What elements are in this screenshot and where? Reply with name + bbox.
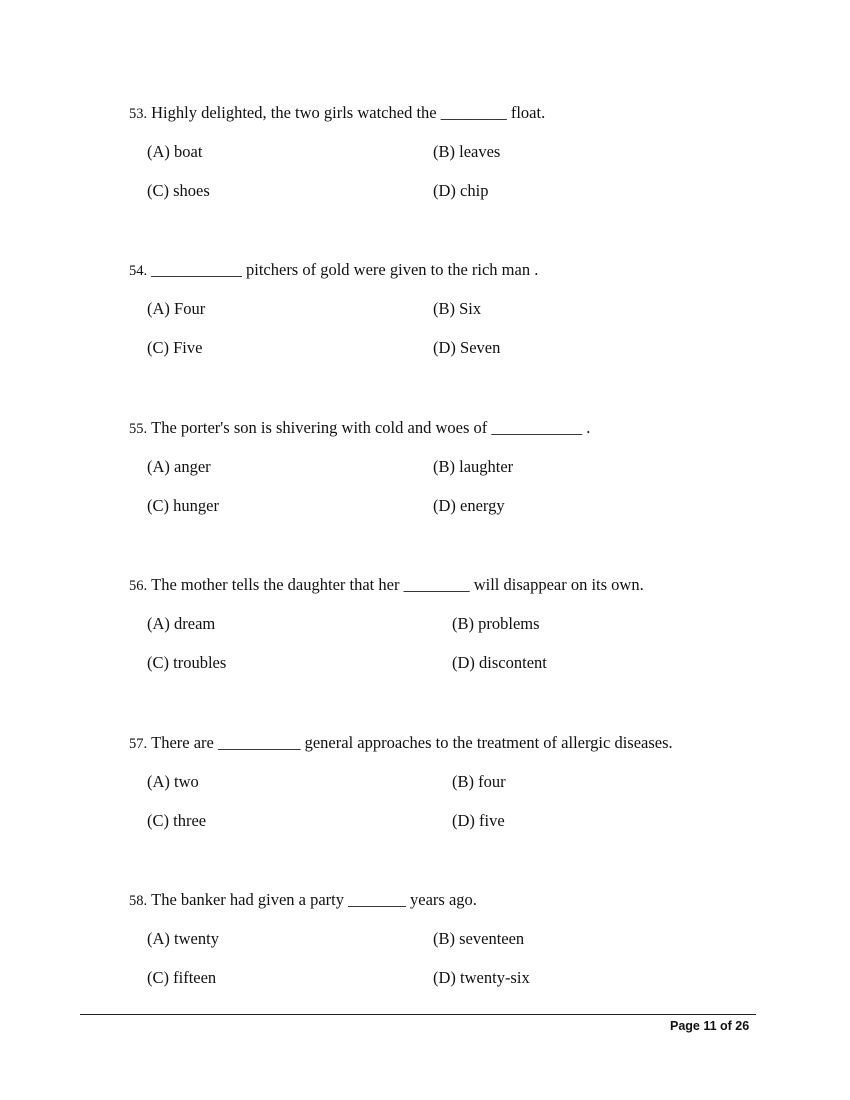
option-a: (A) twenty [147, 929, 219, 948]
question-stem [129, 575, 644, 596]
option-c: (C) hunger [147, 496, 219, 515]
option-d: (D) Seven [433, 338, 501, 357]
option-b: (B) Six [433, 299, 482, 318]
question-number: 55. [129, 421, 148, 437]
question-stem [129, 890, 477, 911]
option-b: (B) laughter [433, 457, 514, 476]
option-a: (A) dream [147, 614, 216, 633]
option-d: (D) twenty-six [433, 968, 530, 987]
option-d: (D) discontent [452, 653, 547, 672]
option-b: (B) problems [452, 614, 540, 633]
option-c: (C) three [147, 811, 207, 830]
question-text: The banker had given a party _______ years ago. [151, 890, 477, 909]
option-a: (A) two [147, 772, 199, 791]
option-c: (C) troubles [147, 653, 227, 672]
question-number: 58. [129, 893, 148, 909]
option-a: (A) Four [147, 299, 206, 318]
option-b: (B) four [452, 772, 506, 791]
question-text: The mother tells the daughter that her ________ will disappear on its own. [151, 575, 644, 594]
option-a: (A) boat [147, 142, 203, 161]
option-c: (C) fifteen [147, 968, 217, 987]
question-number: 56. [129, 578, 148, 594]
question-stem [129, 260, 538, 281]
question-number: 53. [129, 106, 148, 122]
question-text: There are __________ general approaches to the treatment of allergic diseases. [151, 733, 673, 752]
question-text: ___________ pitchers of gold were given to the rich man . [151, 260, 539, 279]
option-b: (B) leaves [433, 142, 501, 161]
question-text: Highly delighted, the two girls watched the ________ float. [151, 103, 546, 122]
question-text: The porter's son is shivering with cold and woes of ___________ . [151, 418, 591, 437]
question-stem [129, 418, 590, 439]
option-d: (D) five [452, 811, 505, 830]
option-b: (B) seventeen [433, 929, 525, 948]
question-stem [129, 733, 673, 754]
option-c: (C) Five [147, 338, 203, 357]
footer-divider [80, 1014, 756, 1015]
option-a: (A) anger [147, 457, 211, 476]
question-number: 57. [129, 736, 148, 752]
page-number: Page 11 of 26 [670, 1019, 750, 1033]
option-c: (C) shoes [147, 181, 210, 200]
question-stem [129, 103, 545, 124]
option-d: (D) chip [433, 181, 489, 200]
option-d: (D) energy [433, 496, 505, 515]
question-number: 54. [129, 263, 148, 279]
